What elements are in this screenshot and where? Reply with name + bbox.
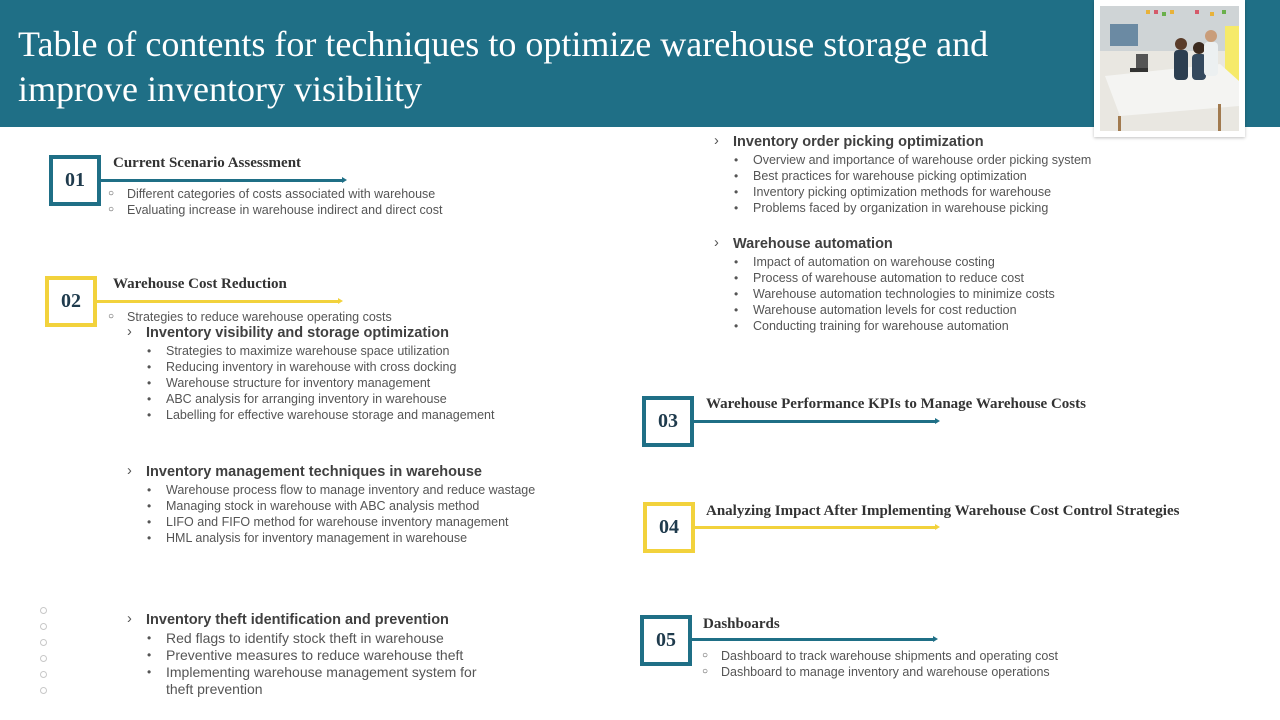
list-item: • Best practices for warehouse picking optimization xyxy=(734,169,1027,183)
list-item: • Implementing warehouse management system for xyxy=(147,664,477,680)
section-number-01: 01 xyxy=(49,155,101,206)
office-meeting-photo xyxy=(1100,6,1239,131)
bullet-icon: • xyxy=(734,169,739,183)
list-item: • Managing stock in warehouse with ABC analysis method xyxy=(147,499,480,513)
list-item: • Overview and importance of warehouse order picking system xyxy=(734,153,1092,167)
section-title-03[interactable]: Warehouse Performance KPIs to Manage Warehouse Costs xyxy=(706,396,1086,412)
faint-circle-icon xyxy=(40,671,47,678)
list-item: • Warehouse process flow to manage inventory and reduce wastage xyxy=(147,483,536,497)
section-title-05[interactable]: Dashboards xyxy=(703,616,780,632)
bullet-icon: • xyxy=(147,408,152,422)
bullet-icon: • xyxy=(734,153,739,167)
bullet-icon: • xyxy=(147,483,152,497)
hollow-circle-icon: ○ xyxy=(108,311,115,322)
section-03-connector xyxy=(693,420,936,423)
bullet-icon: • xyxy=(147,665,152,679)
chevron-right-icon: › xyxy=(127,463,132,479)
chevron-right-icon: › xyxy=(714,133,719,149)
subsection-title[interactable]: › Inventory theft identification and prevention xyxy=(127,611,449,628)
hollow-circle-icon: ○ xyxy=(108,204,115,215)
list-item: • Strategies to maximize warehouse space utilization xyxy=(147,344,450,358)
bullet-icon: • xyxy=(734,255,739,269)
bullet-icon: • xyxy=(147,648,152,662)
bullet-icon: • xyxy=(147,360,152,374)
hollow-circle-icon: ○ xyxy=(702,650,709,661)
bullet-icon: • xyxy=(734,271,739,285)
section-01-item: ○ Evaluating increase in warehouse indirect and direct cost xyxy=(108,203,443,217)
bullet-icon: • xyxy=(734,287,739,301)
list-item: • LIFO and FIFO method for warehouse inventory management xyxy=(147,515,509,529)
bullet-icon: • xyxy=(147,499,152,513)
faint-circle-icon xyxy=(40,639,47,646)
chevron-right-icon: › xyxy=(714,235,719,251)
list-item-continuation: theft prevention xyxy=(166,681,263,697)
bullet-icon: • xyxy=(147,376,152,390)
list-item: • Warehouse structure for inventory management xyxy=(147,376,431,390)
page-title: Table of contents for techniques to optimize warehouse storage and improve inventory visibility xyxy=(18,24,989,109)
list-item: • Warehouse automation technologies to minimize costs xyxy=(734,287,1055,301)
list-item: • Warehouse automation levels for cost reduction xyxy=(734,303,1017,317)
faint-circle-icon xyxy=(40,687,47,694)
section-number-05: 05 xyxy=(640,615,692,666)
section-title-01[interactable]: Current Scenario Assessment xyxy=(113,155,302,171)
bullet-icon: • xyxy=(734,319,739,333)
hollow-circle-icon: ○ xyxy=(108,188,115,199)
bullet-icon: • xyxy=(147,392,152,406)
subsection-title[interactable]: › Inventory visibility and storage optimization xyxy=(127,324,449,341)
bullet-icon: • xyxy=(147,515,152,529)
list-item: • HML analysis for inventory management in warehouse xyxy=(147,531,468,545)
list-item: • Reducing inventory in warehouse with cross docking xyxy=(147,360,457,374)
chevron-right-icon: › xyxy=(127,611,132,627)
bullet-icon: • xyxy=(147,344,152,358)
list-item: • Labelling for effective warehouse storage and management xyxy=(147,408,495,422)
section-01-connector xyxy=(100,179,343,182)
list-item: • Red flags to identify stock theft in warehouse xyxy=(147,630,444,646)
list-item: • ABC analysis for arranging inventory in warehouse xyxy=(147,392,447,406)
section-05-item: ○ Dashboard to track warehouse shipments and operating cost xyxy=(702,649,1058,663)
list-item: • Preventive measures to reduce warehouse theft xyxy=(147,647,464,663)
list-item: • Conducting training for warehouse automation xyxy=(734,319,1009,333)
chevron-right-icon: › xyxy=(127,324,132,340)
faint-circle-icon xyxy=(40,607,47,614)
list-item: • Impact of automation on warehouse costing xyxy=(734,255,995,269)
hollow-circle-icon: ○ xyxy=(702,666,709,677)
section-title-04[interactable]: Analyzing Impact After Implementing Warehouse Cost Control Strategies xyxy=(706,503,1180,519)
subsection-title[interactable]: › Inventory order picking optimization xyxy=(714,133,984,150)
bullet-icon: • xyxy=(734,303,739,317)
section-01-item: ○ Different categories of costs associated with warehouse xyxy=(108,187,436,201)
faint-circle-icon xyxy=(40,655,47,662)
section-05-item: ○ Dashboard to manage inventory and warehouse operations xyxy=(702,665,1050,679)
section-number-03: 03 xyxy=(642,396,694,447)
section-05-connector xyxy=(691,638,934,641)
section-title-02[interactable]: Warehouse Cost Reduction xyxy=(113,276,287,292)
section-02-connector xyxy=(96,300,339,303)
list-item: • Inventory picking optimization methods for warehouse xyxy=(734,185,1052,199)
list-item: • Problems faced by organization in warehouse picking xyxy=(734,201,1049,215)
section-number-02: 02 xyxy=(45,276,97,327)
faint-circle-icon xyxy=(40,623,47,630)
bullet-icon: • xyxy=(147,531,152,545)
subsection-title[interactable]: › Warehouse automation xyxy=(714,235,893,252)
bullet-icon: • xyxy=(147,631,152,645)
bullet-icon: • xyxy=(734,201,739,215)
bullet-icon: • xyxy=(734,185,739,199)
list-item: • Process of warehouse automation to reduce cost xyxy=(734,271,1024,285)
section-02-item: ○ Strategies to reduce warehouse operating costs xyxy=(108,310,392,324)
section-04-connector xyxy=(694,526,936,529)
section-number-04: 04 xyxy=(643,502,695,553)
subsection-title[interactable]: › Inventory management techniques in warehouse xyxy=(127,463,482,480)
